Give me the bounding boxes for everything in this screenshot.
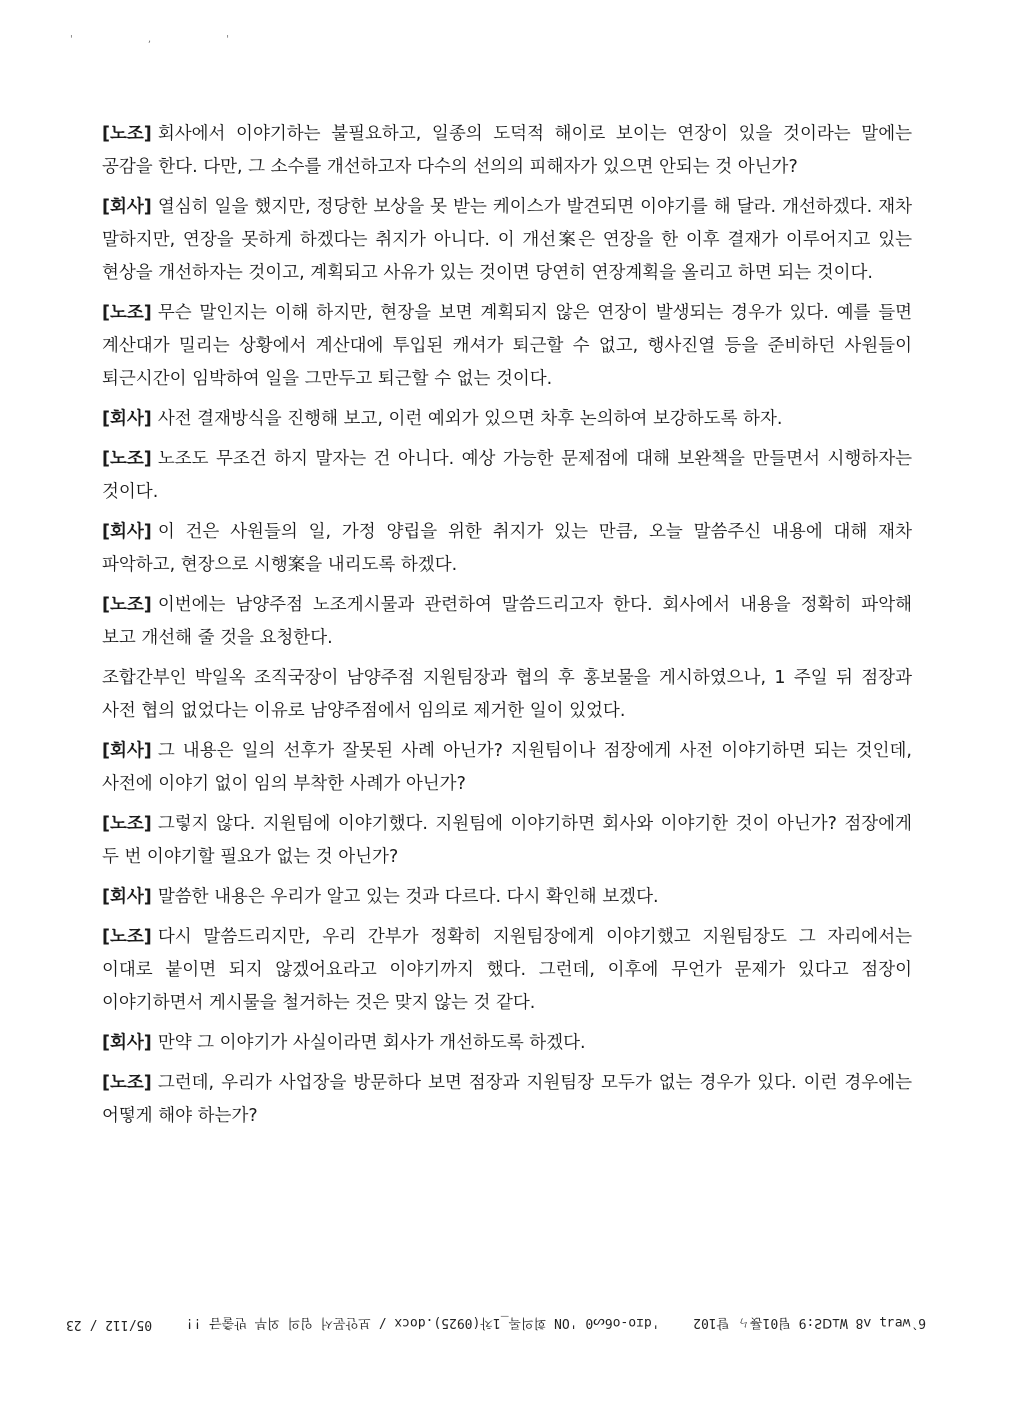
paragraph [102, 191, 912, 290]
paragraph [102, 589, 912, 655]
paragraph-text: 만약 그 이야기가 사실이라면 회사가 개선하도록 하겠다. [157, 1033, 586, 1053]
paragraph-text: 이 건은 사원들의 일, 가정 양립을 위한 취지가 있는 만큼, 오늘 말씀주신 내용에 대해 재차 파악하고, 현장으로 시행案을 내리도록 하겠다. [102, 522, 912, 575]
paragraph-text: 열심히 일을 했지만, 정당한 보상을 못 받는 케이스가 발견되면 이야기를 해 달라. 개선하겠다. 재차 말하지만, 연장을 못하게 하겠다는 취지가 아니다. 이 개선案은 연장을 한 이후 결재가 이루어지고 있는 현상을 개선하자는 것이고, 계획되고 사유가 있는 것이면 당연히 연장계획을 올리고 하면 되는 것이다. [102, 197, 912, 283]
fax-timestamp: 05/112 / 23 [66, 1317, 153, 1333]
speaker-label: [노조] [102, 449, 152, 469]
paragraph-text: 사전 결재방식을 진행해 보고, 이런 예외가 있으면 차후 논의하여 보강하도록 하자. [157, 409, 783, 429]
paragraph [102, 735, 912, 801]
paragraph-text: 조합간부인 박일옥 조직국장이 남양주점 지원팀장과 협의 후 홍보물을 게시하였으나, 1 주일 뒤 점장과 사전 협의 없었다는 이유로 남양주점에서 임의로 제거한 일이 있었다. [102, 668, 912, 721]
speaker-label: [노조] [102, 1073, 152, 1093]
paragraph-text: 회사에서 이야기하는 불필요하고, 일종의 도덕적 해이로 보이는 연장이 있을 것이라는 말에는 공감을 한다. 다만, 그 소수를 개선하고자 다수의 선의의 피해자가 있으면 안되는 것 아닌가? [102, 124, 912, 177]
paragraph [102, 921, 912, 1020]
fax-page-info: 6`wɐɹʇ ʌ8 W⊥ᗡƧ:9 팀01룑ㄣ 탈102 [693, 1315, 926, 1331]
paragraph-text: 이번에는 남양주점 노조게시물과 관련하여 말씀드리고자 한다. 회사에서 내용을 정확히 파악해 보고 개선해 줄 것을 요청한다. [102, 595, 912, 648]
paragraph-text: 그렇지 않다. 지원팀에 이야기했다. 지원팀에 이야기하면 회사와 이야기한 것이 아닌가? 점장에게 두 번 이야기할 필요가 없는 것 아닌가? [102, 814, 912, 867]
scan-specks: ' , ' [70, 34, 266, 45]
paragraph-text: 다시 말씀드리지만, 우리 간부가 정확히 지원팀장에게 이야기했고 지원팀장도 그 자리에서는 이대로 붙이면 되지 않겠어요라고 이야기까지 했다. 그런데, 이후에 무언가 문제가 있다고 점장이 이야기하면서 게시물을 철거하는 것은 맞지 않는 것 같다. [102, 927, 912, 1013]
paragraph [102, 1067, 912, 1133]
paragraph [102, 1027, 912, 1060]
speaker-label: [회사] [102, 522, 152, 542]
speaker-label: [회사] [102, 887, 152, 907]
paragraph-text: 그 내용은 일의 선후가 잘못된 사례 아닌가? 지원팀이나 점장에게 사전 이야기하면 되는 것인데, 사전에 이야기 없이 임의 부착한 사례가 아닌가? [102, 741, 912, 794]
paragraph [102, 881, 912, 914]
paragraph [102, 516, 912, 582]
paragraph-text: 노조도 무조건 하지 말자는 건 아니다. 예상 가능한 문제점에 대해 보완책을 만들면서 시행하자는 것이다. [102, 449, 912, 502]
speaker-label: [노조] [102, 927, 152, 947]
speaker-label: [회사] [102, 741, 152, 761]
paragraph [102, 808, 912, 874]
paragraph-text: 말씀한 내용은 우리가 알고 있는 것과 다르다. 다시 확인해 보겠다. [157, 887, 659, 907]
fax-document-info: 'dɪo-o6ᔕ0 'ON 회의록_1차(0925).docx / 보안문서 임의 외부 반출금 !! [185, 1315, 660, 1331]
speaker-label: [회사] [102, 409, 152, 429]
speaker-label: [회사] [102, 1033, 152, 1053]
minutes-document [102, 118, 912, 1140]
paragraph-text: 무슨 말인지는 이해 하지만, 현장을 보면 계획되지 않은 연장이 발생되는 경우가 있다. 예를 들면 계산대가 밀리는 상황에서 계산대에 투입된 캐셔가 퇴근할 수 없고, 행사진열 등을 준비하던 사원들이 퇴근시간이 임박하여 일을 그만두고 퇴근할 수 없는 것이다. [102, 303, 912, 389]
paragraph [102, 662, 912, 728]
fax-header-footer [66, 1312, 926, 1338]
paragraph [102, 118, 912, 184]
paragraph [102, 297, 912, 396]
speaker-label: [노조] [102, 814, 152, 834]
speaker-label: [노조] [102, 303, 152, 323]
paragraph [102, 403, 912, 436]
speaker-label: [노조] [102, 595, 152, 615]
paragraph-text: 그런데, 우리가 사업장을 방문하다 보면 점장과 지원팀장 모두가 없는 경우가 있다. 이런 경우에는 어떻게 해야 하는가? [102, 1073, 912, 1126]
speaker-label: [노조] [102, 124, 152, 144]
paragraph [102, 443, 912, 509]
speaker-label: [회사] [102, 197, 152, 217]
